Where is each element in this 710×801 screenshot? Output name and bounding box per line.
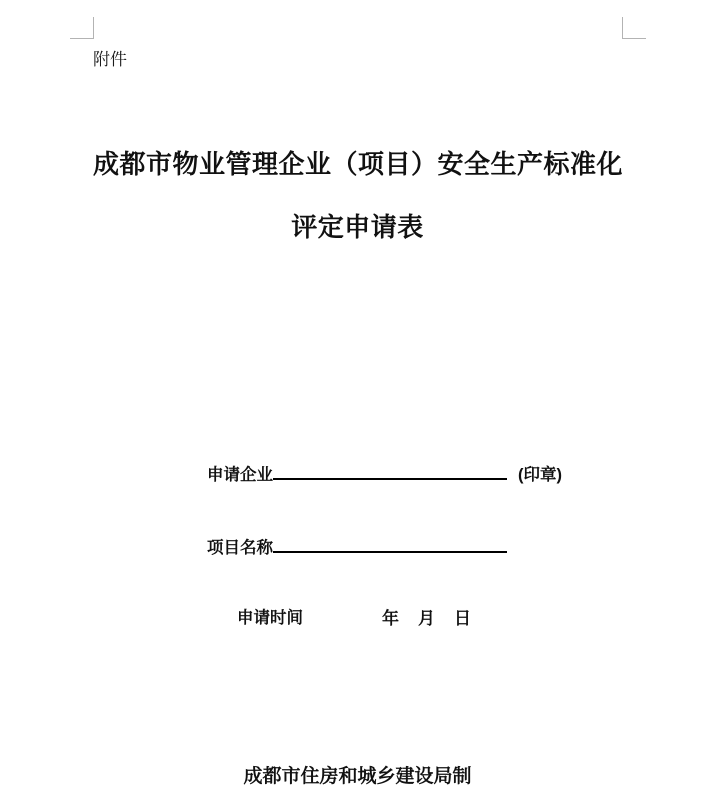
date-unit-year: 年 [382,609,399,628]
applicant-blank-line[interactable] [273,462,507,480]
margin-mark-top-left-icon [70,17,94,39]
date-unit-day: 日 [454,609,471,628]
seal-label: (印章) [518,466,562,484]
project-row [207,535,507,559]
issuer-label: 成都市住房和城乡建设局制 [243,766,472,787]
project-blank-line[interactable] [273,535,507,553]
applicant-label: 申请企业 [207,466,273,484]
applicant-row [207,462,562,486]
date-units [382,608,471,629]
margin-mark-top-right-icon [622,17,646,39]
attachment-label: 附件 [93,50,127,69]
date-unit-month: 月 [418,609,435,628]
document-title-line-1: 成都市物业管理企业（项目）安全生产标准化 [93,149,624,179]
date-row [237,608,303,629]
document-title-line-2: 评定申请表 [291,212,424,242]
project-label: 项目名称 [207,539,273,557]
date-label: 申请时间 [237,609,303,627]
